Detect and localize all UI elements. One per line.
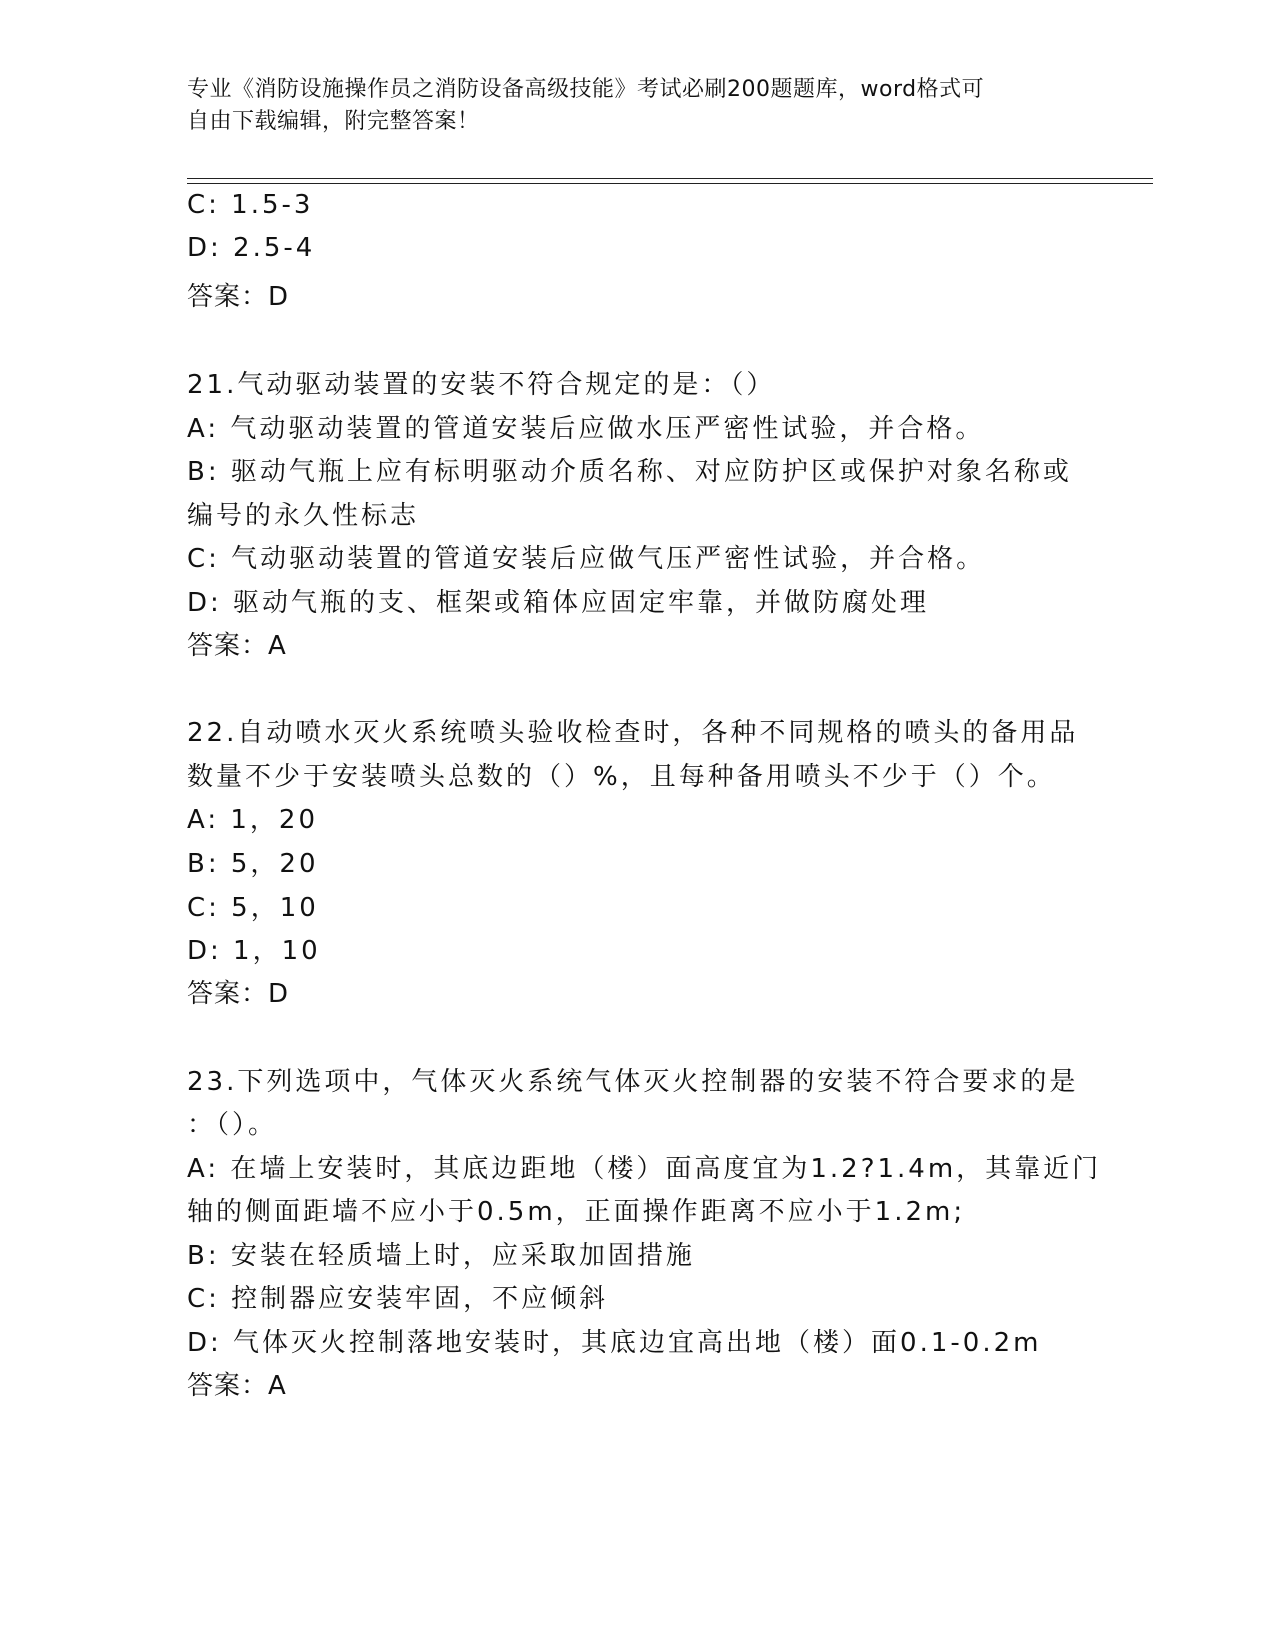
option-line: A: 1，20: [187, 805, 318, 835]
header-line-1: 专业《消防设施操作员之消防设备高级技能》考试必刷200题题库，word格式可: [187, 77, 985, 102]
option-line: C: 5，10: [187, 893, 319, 923]
option-line: C: 气动驱动装置的管道安装后应做气压严密性试验，并合格。: [187, 544, 986, 574]
option-line: D: 1，10: [187, 936, 321, 966]
option-line: D: 2.5-4: [187, 233, 316, 263]
question-line: 22.自动喷水灭火系统喷头验收检查时，各种不同规格的喷头的备用品: [187, 718, 1079, 748]
option-line: A: 在墙上安装时，其底边距地（楼）面高度宜为1.2?1.4m，其靠近门: [187, 1154, 1102, 1184]
option-line: C: 控制器应安装牢固，不应倾斜: [187, 1284, 609, 1314]
question-line: 21.气动驱动装置的安装不符合规定的是：（）: [187, 370, 776, 400]
header-divider-bottom: [187, 183, 1153, 184]
option-line: D: 气体灭火控制落地安装时，其底边宜高出地（楼）面0.1-0.2m: [187, 1328, 1042, 1358]
question-line: 数量不少于安装喷头总数的（）%，且每种备用喷头不少于（）个。: [187, 762, 1056, 792]
option-line: B: 安装在轻质墙上时，应采取加固措施: [187, 1241, 695, 1271]
answer-line: 答案：D: [187, 282, 290, 312]
document-header: [187, 74, 1067, 138]
answer-line: 答案：A: [187, 631, 287, 661]
option-line: 轴的侧面距墙不应小于0.5m，正面操作距离不应小于1.2m;: [187, 1197, 966, 1227]
option-line: B: 驱动气瓶上应有标明驱动介质名称、对应防护区或保护对象名称或: [187, 457, 1072, 487]
answer-line: 答案：A: [187, 1371, 287, 1401]
answer-line: 答案：D: [187, 979, 290, 1009]
option-line: 编号的永久性标志: [187, 501, 420, 531]
question-line: ：（）。: [187, 1110, 278, 1140]
option-line: C: 1.5-3: [187, 190, 314, 220]
option-line: B: 5，20: [187, 849, 319, 879]
option-line: D: 驱动气瓶的支、框架或箱体应固定牢靠，并做防腐处理: [187, 588, 930, 618]
option-line: A: 气动驱动装置的管道安装后应做水压严密性试验，并合格。: [187, 414, 985, 444]
header-line-2: 自由下载编辑，附完整答案！: [187, 109, 480, 134]
header-divider-top: [187, 178, 1153, 179]
question-line: 23.下列选项中，气体灭火系统气体灭火控制器的安装不符合要求的是: [187, 1067, 1079, 1097]
